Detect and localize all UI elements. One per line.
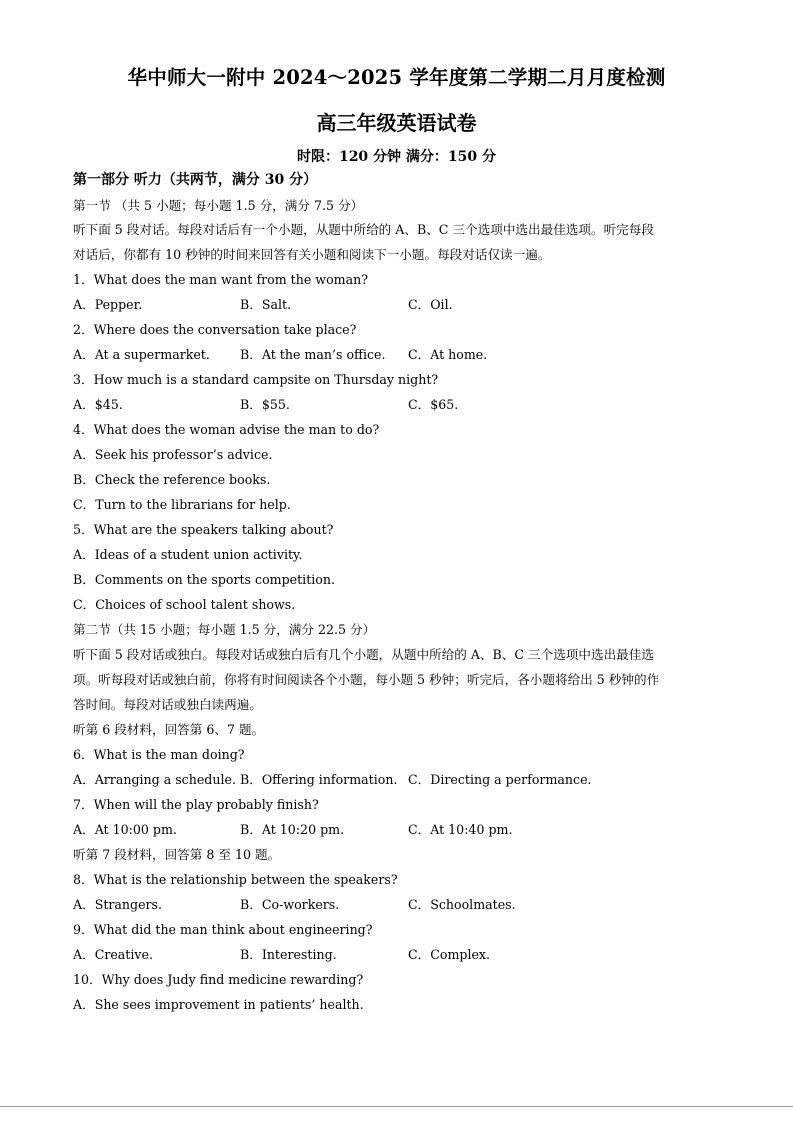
question-7-stem: 7．When will the play probably finish? (73, 797, 319, 812)
part1-heading: 第一部分 听力（共两节，满分 30 分） (73, 172, 318, 188)
question-6-stem: 6．What is the man doing? (73, 747, 245, 762)
section2-instructions-line1: 听下面 5 段对话或独白。每段对话或独白后有几个小题，从题中所给的 A、B、C 三个选项中选出最佳选 (73, 647, 654, 662)
question-9-option-a: A．Creative. (73, 947, 153, 962)
section2-heading: 第二节（共 15 小题；每小题 1.5 分，满分 22.5 分） (73, 622, 376, 637)
section1-heading: 第一节 （共 5 小题；每小题 1.5 分，满分 7.5 分） (73, 198, 364, 213)
question-10-stem: 10．Why does Judy find medicine rewarding? (73, 972, 364, 987)
question-10-option-a: A．She sees improvement in patients’ health. (73, 997, 364, 1012)
question-4-stem: 4．What does the woman advise the man to do? (73, 422, 380, 437)
section1-instructions-line1: 听下面 5 段对话。每段对话后有一个小题，从题中所给的 A、B、C 三个选项中选出最佳选项。听完每段 (73, 222, 654, 237)
question-9-option-c: C．Complex. (408, 947, 491, 962)
question-6-option-c: C．Directing a performance. (408, 772, 592, 787)
question-1-option-c: C．Oil. (408, 297, 453, 312)
question-3-option-a: A．$45. (73, 397, 123, 412)
question-2-option-b: B．At the man’s office. (240, 347, 386, 362)
question-8-option-c: C．Schoolmates. (408, 897, 516, 912)
question-8-option-b: B．Co-workers. (240, 897, 340, 912)
question-1-stem: 1．What does the man want from the woman? (73, 272, 368, 287)
question-4-option-c: C．Turn to the librarians for help. (73, 497, 291, 512)
question-7-option-b: B．At 10:20 pm. (240, 822, 345, 837)
question-4-option-b: B．Check the reference books. (73, 472, 271, 487)
question-5-stem: 5．What are the speakers talking about? (73, 522, 334, 537)
question-3-option-c: C．$65. (408, 397, 459, 412)
section2-instructions-line2: 项。听每段对话或独白前，你将有时间阅读各个小题，每小题 5 秒钟；听完后，各小题将给出 5 秒钟的作 (73, 672, 660, 687)
question-2-stem: 2．Where does the conversation take place? (73, 322, 357, 337)
question-8-stem: 8．What is the relationship between the speakers? (73, 872, 398, 887)
question-1-option-b: B．Salt. (240, 297, 292, 312)
question-7-option-c: C．At 10:40 pm. (408, 822, 513, 837)
question-3-stem: 3．How much is a standard campsite on Thursday night? (73, 372, 439, 387)
question-6-option-b: B．Offering information. (240, 772, 398, 787)
question-7-option-a: A．At 10:00 pm. (73, 822, 177, 837)
question-4-option-a: A．Seek his professor’s advice. (73, 447, 273, 462)
question-5-option-c: C．Choices of school talent shows. (73, 597, 296, 612)
question-2-option-a: A．At a supermarket. (73, 347, 210, 362)
question-5-option-a: A．Ideas of a student union activity. (73, 547, 303, 562)
material-6-intro: 听第 6 段材料，回答第 6、7 题。 (73, 722, 265, 737)
question-3-option-b: B．$55. (240, 397, 290, 412)
section2-instructions-line3: 答时间。每段对话或独白读两遍。 (73, 697, 262, 712)
material-7-intro: 听第 7 段材料，回答第 8 至 10 题。 (73, 847, 281, 862)
exam-title: 华中师大一附中 2024～2025 学年度第二学期二月月度检测 (127, 66, 666, 89)
section1-instructions-line2: 对话后，你都有 10 秒钟的时间来回答有关小题和阅读下一小题。每段对话仅读一遍。 (73, 247, 551, 262)
question-6-option-a: A．Arranging a schedule. (73, 772, 236, 787)
question-1-option-a: A．Pepper. (73, 297, 143, 312)
question-9-option-b: B．Interesting. (240, 947, 337, 962)
question-2-option-c: C．At home. (408, 347, 488, 362)
question-8-option-a: A．Strangers. (73, 897, 163, 912)
time-score-info: 时限：120 分钟 满分：150 分 (296, 149, 497, 165)
question-5-option-b: B．Comments on the sports competition. (73, 572, 335, 587)
exam-subtitle: 高三年级英语试卷 (316, 111, 477, 135)
question-9-stem: 9．What did the man think about engineering? (73, 922, 373, 937)
page-bottom-rule (0, 1106, 793, 1107)
